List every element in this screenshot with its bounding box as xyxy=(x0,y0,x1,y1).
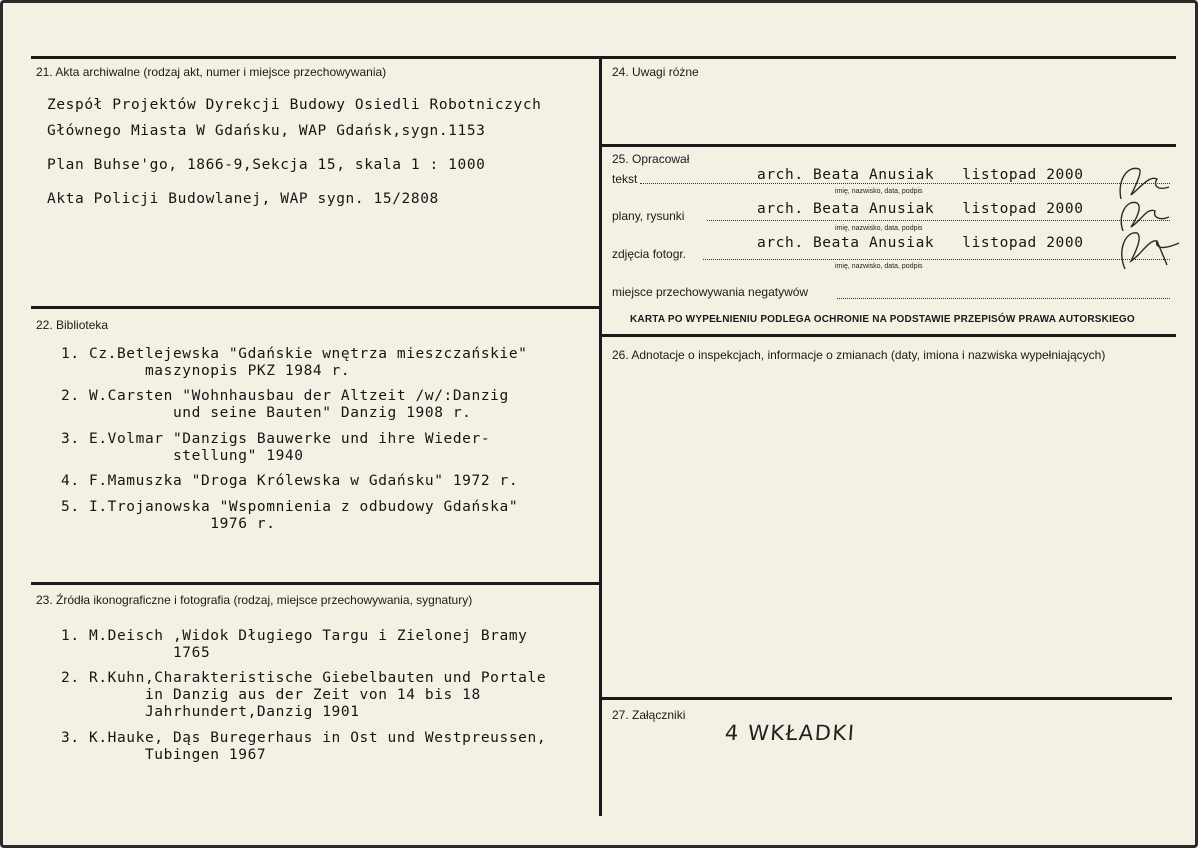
row-text-value: arch. Beata Anusiak listopad 2000 xyxy=(757,167,1084,183)
library-entry-5-line-2: 1976 r. xyxy=(61,516,276,532)
archive-line-3: Plan Buhse'go, 1866-9,Sekcja 15, skala 1 : 1000 xyxy=(47,157,486,173)
copyright-notice: KARTA PO WYPEŁNIENIU PODLEGA OCHRONIE NA PODSTAWIE PRZEPISÓW PRAWA AUTORSKIEGO xyxy=(630,314,1135,325)
divider-26-27 xyxy=(602,697,1172,700)
row-drawings-dots xyxy=(707,220,1170,221)
divider-21-22 xyxy=(31,306,602,309)
negatives-label: miejsce przechowywania negatywów xyxy=(612,285,809,299)
library-entry-1-line-2: maszynopis PKZ 1984 r. xyxy=(61,363,351,379)
library-entry-1-line-1: 1. Cz.Betlejewska "Gdańskie wnętrza mieszczańskie" xyxy=(61,346,528,362)
icon-source-2-line-3: Jahrhundert,Danzig 1901 xyxy=(61,704,360,720)
icon-source-1-line-2: 1765 xyxy=(61,645,211,661)
negatives-dots xyxy=(837,298,1170,299)
section-23-label: 23. Źródła ikonograficzne i fotografia (rodzaj, miejsce przechowywania, sygnatury) xyxy=(36,593,473,607)
row-photos-value: arch. Beata Anusiak listopad 2000 xyxy=(757,235,1084,251)
library-entry-2-line-1: 2. W.Carsten "Wohnhausbau der Altzeit /w/:Danzig xyxy=(61,388,509,404)
library-entry-5-line-1: 5. I.Trojanowska "Wspomnienia z odbudowy Gdańska" xyxy=(61,499,519,515)
library-entry-2-line-2: und seine Bauten" Danzig 1908 r. xyxy=(61,405,472,421)
divider-25-26 xyxy=(602,334,1176,337)
icon-source-2-line-2: in Danzig aus der Zeit von 14 bis 18 xyxy=(61,687,481,703)
section-22-label: 22. Biblioteka xyxy=(36,318,109,332)
row-text-label: tekst xyxy=(612,172,638,186)
icon-source-1-line-1: 1. M.Deisch ,Widok Długiego Targu i Zielonej Bramy xyxy=(61,628,528,644)
row-drawings-caption: imię, nazwisko, data, podpis xyxy=(835,225,923,232)
row-photos-dots xyxy=(703,259,1170,260)
row-drawings-label: plany, rysunki xyxy=(612,209,685,223)
center-divider xyxy=(599,56,602,816)
library-entry-3-line-1: 3. E.Volmar "Danzigs Bauwerke und ihre Wieder- xyxy=(61,431,491,447)
top-rule xyxy=(31,56,1176,59)
icon-source-2-line-1: 2. R.Kuhn,Charakteristische Giebelbauten und Portale xyxy=(61,670,547,686)
signature-3 xyxy=(1113,225,1185,275)
divider-22-23 xyxy=(31,582,602,585)
icon-source-3-line-2: Tubingen 1967 xyxy=(61,747,267,763)
row-photos-caption: imię, nazwisko, data, podpis xyxy=(835,263,923,270)
row-photos-label: zdjęcia fotogr. xyxy=(612,247,687,261)
section-27-label: 27. Załączniki xyxy=(612,708,686,722)
attachments-value: 4 WKŁADKI xyxy=(724,721,857,745)
section-24-label: 24. Uwagi różne xyxy=(612,65,699,79)
library-entry-3-line-2: stellung" 1940 xyxy=(61,448,304,464)
library-entry-4-line-1: 4. F.Mamuszka "Droga Królewska w Gdańsku" 1972 r. xyxy=(61,473,519,489)
section-26-label: 26. Adnotacje o inspekcjach, informacje o zmianach (daty, imiona i nazwiska wypełniających) xyxy=(612,348,1106,362)
row-drawings-value: arch. Beata Anusiak listopad 2000 xyxy=(757,201,1084,217)
archive-line-1: Zespół Projektów Dyrekcji Budowy Osiedli Robotniczych xyxy=(47,97,542,113)
section-21-label: 21. Akta archiwalne (rodzaj akt, numer i miejsce przechowywania) xyxy=(36,65,387,79)
divider-24-25 xyxy=(602,144,1176,147)
icon-source-3-line-1: 3. K.Hauke, Dąs Buregerhaus in Ost und Westpreussen, xyxy=(61,730,547,746)
archive-line-4: Akta Policji Budowlanej, WAP sygn. 15/2808 xyxy=(47,191,439,207)
archive-line-2: Głównego Miasta W Gdańsku, WAP Gdańsk,sygn.1153 xyxy=(47,123,486,139)
row-text-caption: imię, nazwisko, data, podpis xyxy=(835,188,923,195)
section-25-label: 25. Opracował xyxy=(612,152,690,166)
